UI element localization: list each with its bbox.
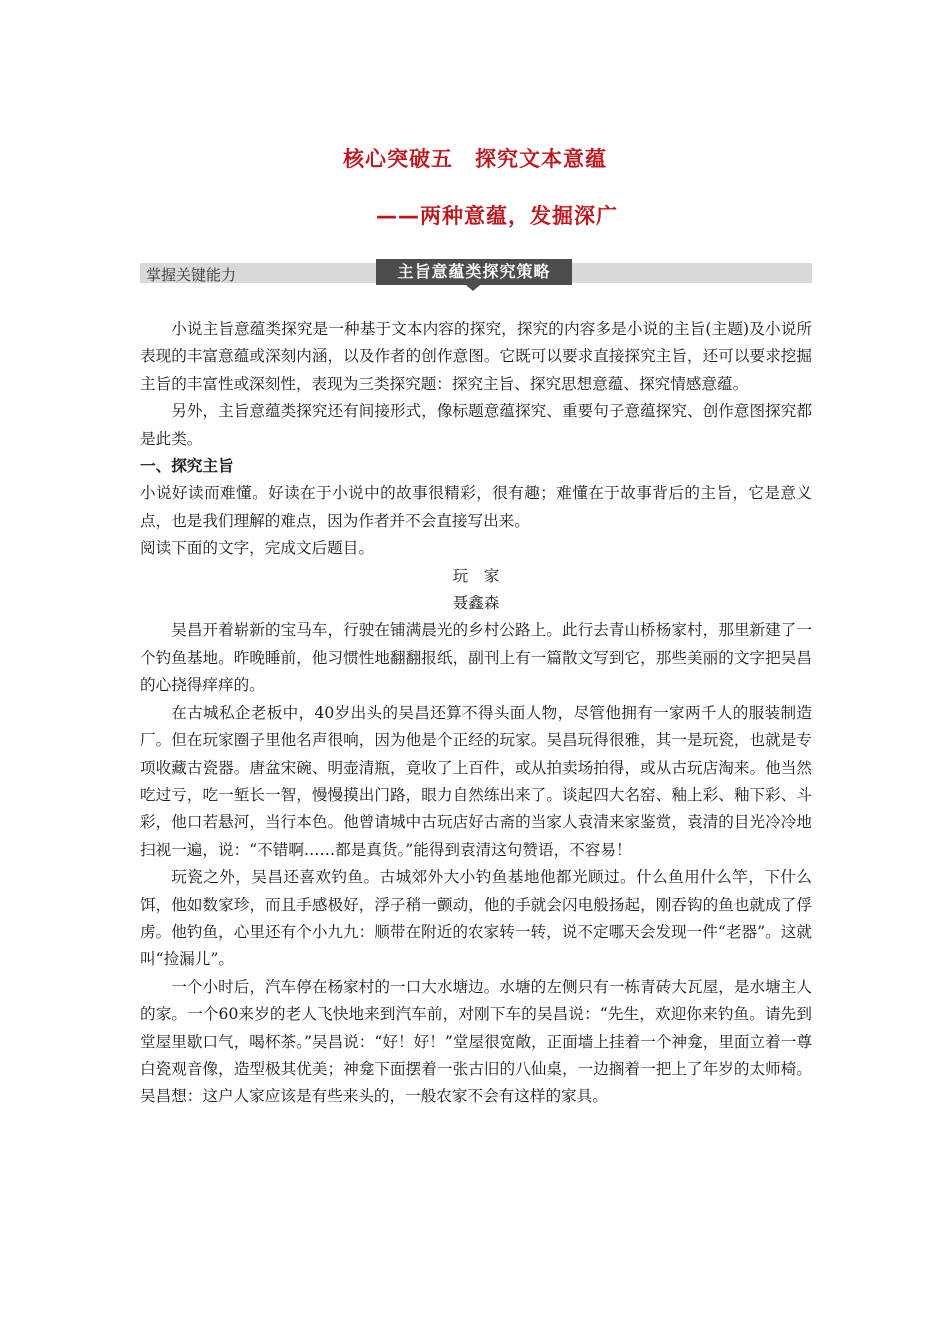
strategy-title-box: 主旨意蕴类探究策略 xyxy=(376,259,572,285)
section-heading: 一、探究主旨 xyxy=(140,457,234,476)
band-label: 掌握关键能力 xyxy=(146,266,237,284)
section-instruction: 阅读下面的文字，完成文后题目。 xyxy=(140,539,374,558)
section-paragraph-1: 小说好读而难懂。好读在于小说中的故事很精彩，很有趣；难懂在于故事背后的主旨，它是意义点，也是我们理解的难点，因为作者并不会直接写出来。 xyxy=(140,484,812,530)
story-paragraph: 一个小时后，汽车停在杨家村的一口大水塘边。水塘的左侧只有一栋青砖大瓦屋，是水塘主人的家。一个60来岁的老人飞快地来到汽车前，对刚下车的吴昌说：“先生，欢迎你来钓鱼。请先到堂屋里歇口气，喝杯茶。”吴昌说：“好！好！”堂屋很宽敞，正面墙上挂着一个神龛，里面立着一尊白瓷观音像，造型极其优美；神龛下面摆着一张古旧的八仙桌，一边搁着一把上了年岁的太师椅。吴昌想：这户人家应该是有些来头的，一般农家不会有这样的家具。 xyxy=(140,977,812,1106)
intro-paragraph-2: 另外，主旨意蕴类探究还有间接形式，像标题意蕴探究、重要句子意蕴探究、创作意图探究都是此类。 xyxy=(140,402,812,448)
intro-paragraph-1: 小说主旨意蕴类探究是一种基于文本内容的探究，探究的内容多是小说的主旨(主题)及小说所表现的丰富意蕴或深刻内涵，以及作者的创作意图。它既可以要求直接探究主旨，还可以要求挖掘主旨的丰富性或深刻性，表现为三类探究题：探究主旨、探究思想意蕴、探究情感意蕴。 xyxy=(140,320,812,393)
page-subtitle: ——两种意蕴，发掘深广 xyxy=(376,204,618,228)
section-band xyxy=(140,263,812,283)
story-paragraph: 在古城私企老板中，40岁出头的吴昌还算不得头面人物，尽管他拥有一家两千人的服装制造厂。但在玩家圈子里他名声很响，因为他是个正经的玩家。吴昌玩得很雅，其一是玩瓷，也就是专项收藏古瓷器。唐盆宋碗、明壶清瓶，竟收了上百件，或从拍卖场拍得，或从古玩店淘来。他当然吃过亏，吃一堑长一智，慢慢摸出门路，眼力自然练出来了。谈起四大名窑、釉上彩、釉下彩、斗彩，他口若悬河，当行本色。他曾请城中古玩店好古斋的当家人袁清来家鉴赏，袁清的目光冷冷地扫视一遍，说：“不错啊……都是真货。”能得到袁清这句赞语，不容易！ xyxy=(140,703,812,859)
down-arrow-icon xyxy=(466,285,480,291)
main-content xyxy=(140,316,812,1111)
story-paragraph: 玩瓷之外，吴昌还喜欢钓鱼。古城郊外大小钓鱼基地他都光顾过。什么鱼用什么竿，下什么饵，他如数家珍，而且手感极好，浮子稍一颤动，他的手就会闪电般扬起，刚吞钩的鱼也就成了俘虏。他钓鱼，心里还有个小九九：顺带在附近的农家转一转，说不定哪天会发现一件“老器”。这就叫“捡漏儿”。 xyxy=(140,868,812,969)
story-paragraph: 吴昌开着崭新的宝马车，行驶在铺满晨光的乡村公路上。此行去青山桥杨家村，那里新建了一个钓鱼基地。昨晚睡前，他习惯性地翻翻报纸，副刊上有一篇散文写到它，那些美丽的文字把吴昌的心挠得痒痒的。 xyxy=(140,621,812,695)
story-author: 聂鑫森 xyxy=(452,594,500,613)
page-title: 核心突破五 探究文本意蕴 xyxy=(343,147,607,171)
story-title: 玩家 xyxy=(452,566,515,585)
